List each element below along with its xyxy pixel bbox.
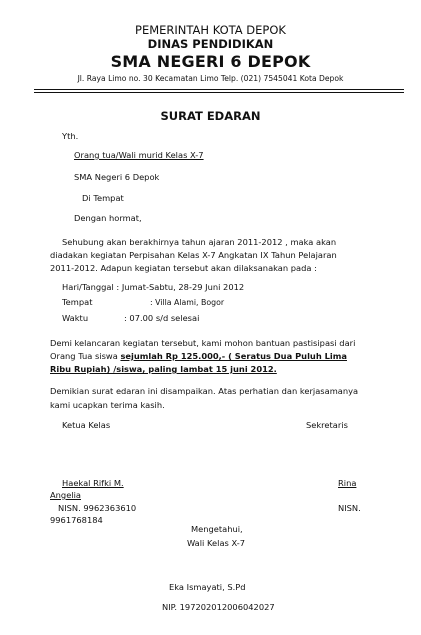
signature-nisn-secretary-number: 9961768184 [50,515,103,525]
event-time-value: : 07.00 s/d selesai [124,313,200,323]
letterhead-department: DINAS PENDIDIKAN [147,37,274,51]
greeting: Dengan hormat, [74,213,142,223]
body-paragraph-line: 2011-2012. Adapun kegiatan tersebut akan dilaksanakan pada : [50,263,317,273]
payment-intro: Orang Tua siswa [50,351,121,361]
letterhead-divider-thick [34,89,404,90]
signature-nisn-secretary: NISN. [338,503,361,513]
letterhead-school-name: SMA NEGERI 6 DEPOK [110,52,311,71]
addressee-place: Di Tempat [82,193,124,203]
body-paragraph-line: Sehubung akan berakhirnya tahun ajaran 2011-2012 , maka akan [62,237,337,247]
signature-role-class-leader: Ketua Kelas [62,420,111,430]
addressee-school: SMA Negeri 6 Depok [74,172,160,182]
letterhead-divider-thin [34,92,404,93]
letterhead-address: Jl. Raya Limo no. 30 Kecamatan Limo Telp. (021) 7545041 Kota Depok [77,74,344,83]
signature-name-secretary-continued: Angelia [50,490,81,500]
homeroom-teacher-nip: NIP. 197202012006042027 [162,602,275,612]
addressee-yth: Yth. [62,131,79,141]
event-time-label: Waktu [62,313,89,323]
event-place-value: : Villa Alami, Bogor [150,298,225,307]
closing-line: Demikian surat edaran ini disampaikan. Atas perhatian dan kerjasamanya [50,386,359,396]
body-paragraph-line: diadakan kegiatan Perpisahan Kelas X-7 Angkatan IX Tahun Pelajaran [50,250,337,260]
signature-role-secretary: Sekretaris [306,420,348,430]
homeroom-teacher-role: Wali Kelas X-7 [187,538,246,548]
acknowledgement-label: Mengetahui, [191,524,243,534]
payment-amount: sejumlah Rp 125.000,- ( Seratus Dua Puluh Lima [120,351,347,361]
signature-name-class-leader: Haekal Rifki M. [62,478,124,488]
letterhead-government: PEMERINTAH KOTA DEPOK [135,23,286,37]
closing-line: kami ucapkan terima kasih. [50,400,165,410]
signature-nisn-class-leader: NISN. 9962363610 [58,503,137,513]
homeroom-teacher-name: Eka Ismayati, S.Pd [169,582,246,592]
payment-paragraph-line [50,351,347,361]
addressee-recipient: Orang tua/Wali murid Kelas X-7 [74,150,204,160]
payment-paragraph-line: Demi kelancaran kegiatan tersebut, kami mohon bantuan pastisipasi dari [50,338,356,348]
event-place-label: Tempat [62,297,93,307]
event-date: Hari/Tanggal : Jumat-Sabtu, 28-29 Juni 2012 [62,282,245,292]
signature-name-secretary: Rina [338,478,357,488]
letter-title: SURAT EDARAN [160,109,261,123]
payment-deadline: Ribu Rupiah) /siswa, paling lambat 15 juni 2012. [50,364,277,374]
